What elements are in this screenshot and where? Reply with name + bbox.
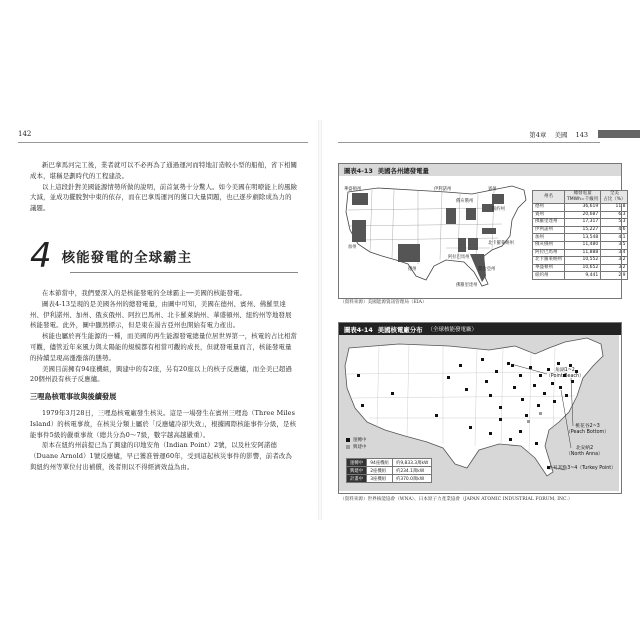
figure-subtitle: （全球核能發電廠） xyxy=(427,327,478,333)
state-name-cell: 加州 xyxy=(533,234,565,242)
plant-marker xyxy=(361,404,364,407)
generation-cell: 10,652 xyxy=(565,264,601,272)
callout-point-beach xyxy=(546,368,584,380)
table-row xyxy=(533,249,628,257)
paragraph: 新巴拿馬河完工後，業者就可以不必再為了通過運河而特地訂造較小型的船舶，省下相關成本，堪稱是劃時代的工程建設。 xyxy=(30,161,298,180)
section-title: 三哩島核電事故與後續發展 xyxy=(30,392,117,401)
plant-marker xyxy=(489,432,492,435)
generation-cell: 9,441 xyxy=(565,272,601,280)
map-label: 俄亥俄州 xyxy=(456,199,474,204)
plant-marker xyxy=(565,394,568,397)
generation-cell: 20,687 xyxy=(565,211,601,219)
state-new-york xyxy=(492,194,504,204)
share-cell: 3.5 xyxy=(601,241,628,249)
plant-marker xyxy=(529,366,532,369)
figure-source: （資料來源）美國能源資訊管理局（EIA） xyxy=(340,300,427,305)
state-name-cell: 賓州 xyxy=(533,211,565,219)
callout-name: 北安納2 xyxy=(575,446,594,451)
plant-marker xyxy=(499,418,502,421)
map-label: 華盛頓州 xyxy=(344,187,362,192)
figure-caption-bar xyxy=(339,164,621,176)
state-name-cell: 北卡羅萊納州 xyxy=(533,257,565,265)
plant-marker xyxy=(559,386,562,389)
callout-en: （North Anna） xyxy=(566,452,603,457)
generation-cell: 17,317 xyxy=(565,219,601,227)
table-header-line: TMWh=千級用 xyxy=(567,197,599,202)
figure-title: 美國核電廠分布 xyxy=(377,325,423,334)
table-header-row xyxy=(533,191,628,204)
running-header xyxy=(523,130,588,139)
plant-marker xyxy=(489,394,492,397)
chapter-title: 核能發電的全球霸主 xyxy=(61,250,193,266)
state-name-cell: 伊利諾州 xyxy=(533,226,565,234)
plant-marker xyxy=(569,364,572,367)
generation-cell: 15,227 xyxy=(565,226,601,234)
book-gutter xyxy=(318,120,322,520)
legend-label: 運轉中 xyxy=(353,437,367,443)
plant-marker xyxy=(499,406,502,409)
share-cell: 4.6 xyxy=(601,226,628,234)
plant-marker xyxy=(481,358,484,361)
stat-capacity: 約234.1萬kW xyxy=(392,467,431,475)
stat-units: 3座機組 xyxy=(367,475,393,483)
map-label: 佛羅里達州 xyxy=(456,283,478,288)
table-header-line: 占比（%） xyxy=(603,197,626,202)
table-row xyxy=(533,234,628,242)
generation-cell: 10,552 xyxy=(565,257,601,265)
share-cell: 2.9 xyxy=(601,272,628,280)
header-country: 美國 xyxy=(554,131,568,139)
figure-caption-bar xyxy=(339,323,621,335)
header-rule-left xyxy=(18,142,308,143)
table-row xyxy=(533,241,628,249)
paragraph: 美國目前擁有94座機組，興建中的有2座，另有20座以上的核子反應爐，而全美已超過20個州設有核子反應爐。 xyxy=(30,364,292,384)
generation-cell: 13,548 xyxy=(565,234,601,242)
chapter-paragraphs xyxy=(30,288,298,385)
generation-cell: 11,888 xyxy=(565,249,601,257)
page-number-right: 143 xyxy=(575,131,588,139)
callout-name: 土耳其點3~4（Turkey Point） xyxy=(548,466,616,471)
plant-marker-construction xyxy=(539,412,542,415)
plant-marker xyxy=(557,362,560,365)
plant-marker xyxy=(553,400,556,403)
table-row xyxy=(533,264,628,272)
map-label: 紐約州 xyxy=(492,207,505,212)
state-washington xyxy=(352,193,368,205)
map-legend xyxy=(346,436,367,450)
table-header-line: 全美 xyxy=(609,191,619,196)
section-paragraphs xyxy=(30,408,298,473)
state-north-carolina xyxy=(482,228,496,234)
plant-marker xyxy=(469,426,472,429)
stat-status: 運轉中 xyxy=(347,459,367,467)
paragraph: 核能也屬於再生能源的一種，而美國的再生能源發電總量位居世界第一，核電的占比相當可觀，儘管近年來風力與太陽能的規模都有相當可觀的成長，但就發電量而言，核能發電量的持續呈現高漲漲落的態勢。 xyxy=(30,332,298,362)
stat-units: 94座機組 xyxy=(367,459,393,467)
share-cell: 11.8 xyxy=(601,204,628,212)
figure-source: （資料來源）世界核能協會（WNA）、日本原子力產業協會（JAPAN ATOMIC INDUSTRIAL FORUM, INC.） xyxy=(340,497,573,502)
header-rule-right xyxy=(338,142,600,143)
table-row xyxy=(533,257,628,265)
map-label: 北卡羅萊納州 xyxy=(488,241,514,246)
page-number-left: 142 xyxy=(18,130,32,138)
share-cell: 3.4 xyxy=(601,249,628,257)
stat-capacity: 約9,833.3萬kW xyxy=(392,459,431,467)
plant-marker xyxy=(519,374,522,377)
callout-en: （Peach Bottom） xyxy=(566,430,610,435)
stat-capacity: 約370.0萬kW xyxy=(392,475,431,483)
table-row xyxy=(533,204,628,212)
plant-marker xyxy=(571,380,574,383)
table-header-line: 總發電量 xyxy=(573,191,592,196)
share-cell: 3.2 xyxy=(601,264,628,272)
state-georgia xyxy=(468,238,478,250)
header-chapter: 第4章 xyxy=(529,131,547,139)
stat-status: 計畫中 xyxy=(347,475,367,483)
map-label: 德州 xyxy=(408,267,417,272)
state-generation-table xyxy=(532,190,628,280)
plant-marker xyxy=(435,414,438,417)
map-label: 賓州 xyxy=(488,187,497,192)
chapter-rule xyxy=(70,272,298,273)
plant-marker-construction xyxy=(527,420,530,423)
plant-marker xyxy=(525,414,528,417)
header-tab-bar xyxy=(598,130,640,138)
share-cell: 5.3 xyxy=(601,219,628,227)
plant-marker xyxy=(507,362,510,365)
plant-marker xyxy=(535,442,538,445)
plant-marker xyxy=(543,392,546,395)
table-row xyxy=(533,272,628,280)
callout-north-anna xyxy=(566,446,603,458)
state-name-cell: 德州 xyxy=(533,204,565,212)
figure-number: 圖表4-13 xyxy=(344,166,373,175)
map-label: 伊利諾州 xyxy=(434,187,452,192)
callout-peach-bottom xyxy=(566,424,609,436)
legend-swatch xyxy=(346,438,350,442)
intro-paragraphs xyxy=(30,160,298,214)
state-ohio xyxy=(466,208,476,220)
map-label: 喬治亞州 xyxy=(478,267,496,272)
table-row xyxy=(533,226,628,234)
plant-marker xyxy=(357,374,360,377)
state-illinois xyxy=(446,208,456,224)
paragraph: 原本在紐約州前提已為了興建的印地安角（Indian Point）2號，以及杜安阿諾德（Duane Arnold）1號反應爐，早已獲准營運60年，受到這起核災事件的影響，前者改為與紐約州等單位付出補償，後者則以不得經濟效益為由。 xyxy=(30,441,292,471)
plant-marker xyxy=(447,376,450,379)
state-name-cell: 紐約州 xyxy=(533,272,565,280)
plant-marker xyxy=(519,430,522,433)
state-name-cell: 阿拉巴馬州 xyxy=(533,249,565,257)
paragraph: 以上這段針對美國能源情勢所做的說明，前首氣勢十分驚人。如今美國在明暸能上的風險大減，並成功擺脫對中東的依存，而在巴拿馬運河的獲口大量問題，也已逐步剷除成為力的議題。 xyxy=(30,182,298,213)
state-texas xyxy=(398,244,420,262)
paragraph: 1979年3月28日，三哩島核電廠發生核災。這是一場發生在賓州三哩島（Three Miles Island）的核電事故，在核災分類上屬於「反應爐冷卻失效」，根據國際核能事件分級，是核能事件5級的嚴重事故（總共分為0～7級，數字越高越嚴重）。 xyxy=(30,409,297,439)
table-header xyxy=(565,191,601,204)
table-header: 州名 xyxy=(533,191,565,204)
chapter-heading xyxy=(30,238,192,274)
plant-marker xyxy=(551,382,554,385)
table-row xyxy=(347,467,432,475)
plant-marker xyxy=(495,370,498,373)
map-label: 阿拉巴馬州 xyxy=(448,255,470,260)
plant-marker xyxy=(539,374,542,377)
stat-units: 2座機組 xyxy=(367,467,393,475)
stat-status: 興建中 xyxy=(347,467,367,475)
state-name-cell: 華盛頓州 xyxy=(533,264,565,272)
plant-marker xyxy=(391,392,394,395)
callout-en: （Point Beach） xyxy=(546,374,584,379)
share-cell: 4.1 xyxy=(601,234,628,242)
state-alabama xyxy=(458,238,466,252)
us-states-map xyxy=(342,180,532,292)
plant-marker xyxy=(537,404,540,407)
figure-number: 圖表4-14 xyxy=(344,325,373,334)
plant-marker xyxy=(509,438,512,441)
map-label: 加州 xyxy=(348,245,357,250)
plant-marker xyxy=(513,386,516,389)
legend-row xyxy=(346,443,367,450)
state-california xyxy=(352,220,366,242)
legend-label: 興建中 xyxy=(353,444,367,450)
chapter-number: 4 xyxy=(30,236,52,276)
table-row xyxy=(533,219,628,227)
legend-swatch xyxy=(346,445,350,449)
state-name-cell: 俄亥俄州 xyxy=(533,241,565,249)
legend-row xyxy=(346,436,367,443)
plant-stats-table xyxy=(346,458,432,483)
table-row xyxy=(533,211,628,219)
table-row xyxy=(347,475,432,483)
figure-title: 美國各州總發電量 xyxy=(377,166,429,175)
plant-marker xyxy=(465,388,468,391)
share-cell: 3.2 xyxy=(601,257,628,265)
generation-cell: 11,480 xyxy=(565,241,601,249)
callout-name: 桃花谷2~3 xyxy=(575,424,600,429)
plant-marker xyxy=(459,364,462,367)
callout-turkey-point xyxy=(548,466,616,472)
callout-name: 角湖1~2 xyxy=(555,368,575,373)
table-body xyxy=(533,204,628,280)
share-cell: 6.3 xyxy=(601,211,628,219)
paragraph: 圖表4-13呈現的是美國各州的總發電量，由圖中可知，美國在德州、賓州、佛羅里達州、伊利諾州、加州、俄亥俄州、阿拉巴馬州、北卡羅萊納州、華盛頓州、紐約州等地發展核能發電。此外，圖中顯然標示，但是東在湯古亞州也開始有電力產出。 xyxy=(30,299,292,330)
plant-marker xyxy=(521,398,524,401)
table-header xyxy=(601,191,628,204)
paragraph: 在本節當中，我們要深入的是核能發電的全球霸主──美國的核能發電。 xyxy=(42,289,247,297)
state-name-cell: 佛羅里達州 xyxy=(533,219,565,227)
plant-marker xyxy=(485,380,488,383)
generation-cell: 36,619 xyxy=(565,204,601,212)
table-row xyxy=(347,459,432,467)
plant-marker xyxy=(533,384,536,387)
